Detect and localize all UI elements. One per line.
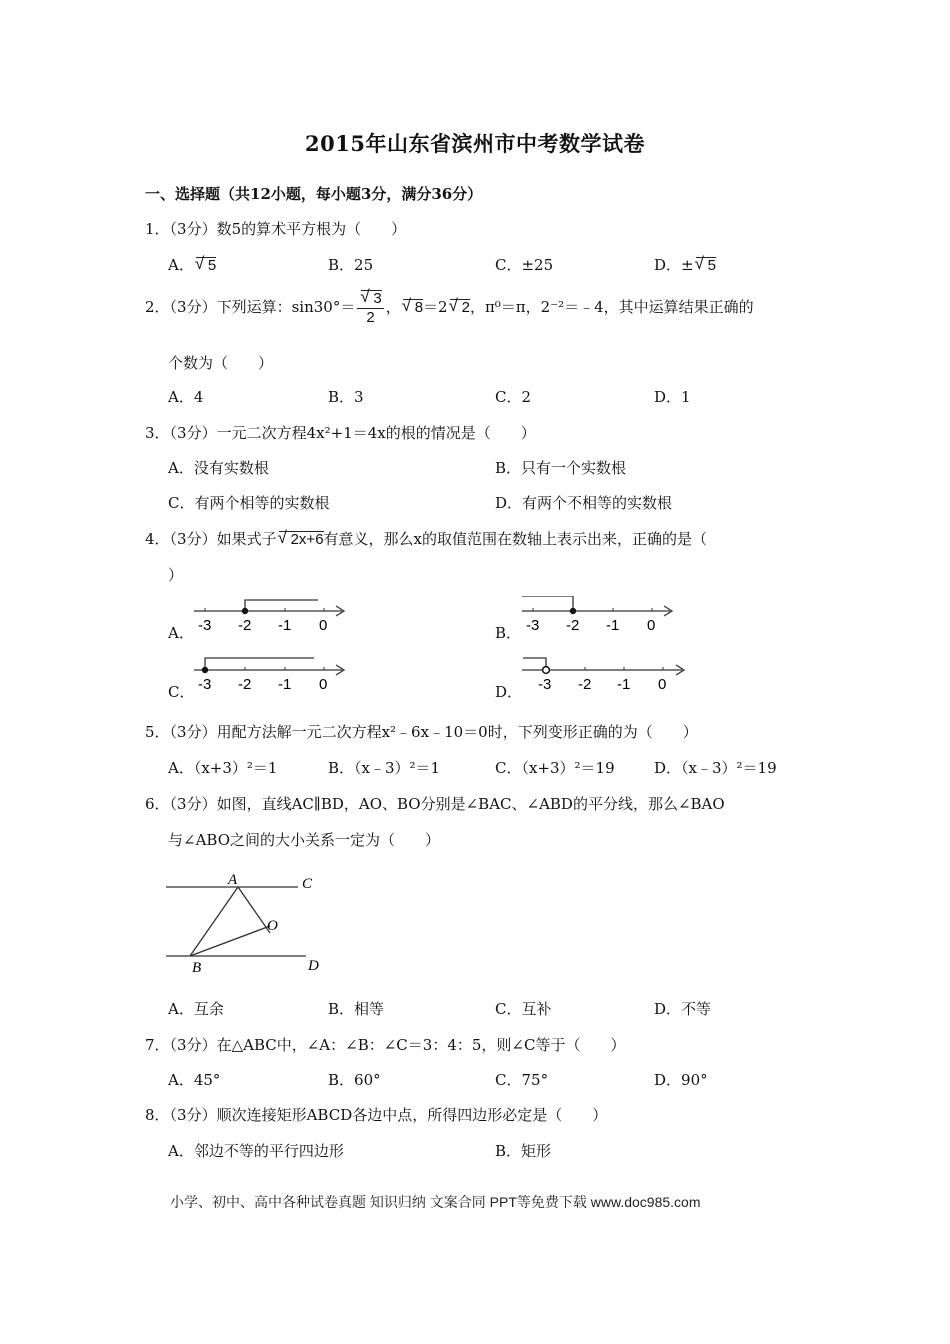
q1-option-d-label: D．± xyxy=(654,256,694,274)
q8-option-a: A．邻边不等的平行四边形 xyxy=(168,1142,344,1160)
q7-option-a: A．45° xyxy=(168,1071,221,1089)
q4b-tick-label: 0 xyxy=(647,617,656,634)
question-5-stem: 5．（3分）用配方法解一元二次方程x²﹣6x﹣10＝0时，下列变形正确的为（ ） xyxy=(145,723,698,741)
q1-option-a xyxy=(168,254,216,275)
q1-option-b: B．25 xyxy=(328,256,374,274)
q1-option-c: C．±25 xyxy=(495,256,554,274)
q7-option-c: C．75° xyxy=(495,1071,549,1089)
q1-option-a-label: A． xyxy=(168,256,194,274)
q4-number-line-c xyxy=(190,655,350,695)
section-heading: 一、选择题（共12小题，每小题3分，满分36分） xyxy=(145,185,483,203)
question-4-line2: ） xyxy=(168,566,184,584)
q4d-tick-label: -2 xyxy=(578,676,592,693)
q4-number-line-b xyxy=(518,596,678,636)
q4-option-b-label: B． xyxy=(495,624,522,642)
q4a-tick-label: -2 xyxy=(238,617,252,634)
q4a-tick-label: -3 xyxy=(198,617,212,634)
question-8-stem: 8．（3分）顺次连接矩形ABCD各边中点，所得四边形必定是（ ） xyxy=(145,1106,608,1124)
q4c-tick-label: -1 xyxy=(278,676,292,693)
q4-radical: √ 2x+6 xyxy=(279,531,324,549)
q8-option-b: B．矩形 xyxy=(495,1142,552,1160)
q2-mid2: ＝2 xyxy=(423,297,448,316)
q3-option-a: A．没有实数根 xyxy=(168,459,269,477)
question-4-stem xyxy=(145,528,707,549)
q5-option-c: C．（x+3）²＝19 xyxy=(495,759,615,777)
q2-option-c: C．2 xyxy=(495,388,532,406)
q5-option-a: A．（x+3）²＝1 xyxy=(168,759,278,777)
question-1-stem: 1．（3分）数5的算术平方根为（ ） xyxy=(145,220,407,238)
q7-option-b: B．60° xyxy=(328,1071,381,1089)
question-6-stem: 6．（3分）如图，直线AC∥BD，AO、BO分别是∠BAC、∠ABD的平分线，那么∠BAO xyxy=(145,795,725,813)
question-6-line2: 与∠ABO之间的大小关系一定为（ ） xyxy=(168,831,441,849)
q2-option-d: D．1 xyxy=(654,388,691,406)
q4-number-line-a xyxy=(190,596,350,636)
q3-option-c: C．有两个相等的实数根 xyxy=(168,494,330,512)
q6-label-c: C xyxy=(302,876,313,892)
question-3-stem: 3．（3分）一元二次方程4x²+1＝4x的根的情况是（ ） xyxy=(145,424,536,442)
footer-text: 小学、初中、高中各种试卷真题 知识归纳 文案合同 PPT等免费下载 www.doc985.com xyxy=(170,1194,701,1210)
q2-option-b: B．3 xyxy=(328,388,364,406)
q3-option-b: B．只有一个实数根 xyxy=(495,459,627,477)
q4-number-line-d xyxy=(518,655,688,695)
q4c-tick-label: -2 xyxy=(238,676,252,693)
question-2-line2: 个数为（ ） xyxy=(168,354,274,372)
q4b-tick-label: -1 xyxy=(606,617,620,634)
q6-label-d: D xyxy=(308,958,319,974)
q1-option-a-radical: √ 5 xyxy=(196,257,216,275)
q4b-tick-label: -3 xyxy=(526,617,540,634)
q2-fraction xyxy=(357,290,383,326)
q4b-tick-label: -2 xyxy=(566,617,580,634)
q5-option-d: D．（x﹣3）²＝19 xyxy=(654,759,777,777)
q4-pre: 4．（3分）如果式子 xyxy=(145,530,277,548)
q4-option-d-label: D． xyxy=(495,683,523,701)
q2-frac-num: √ 3 xyxy=(361,290,381,308)
q2-pre: 2．（3分）下列运算：sin30°＝ xyxy=(145,297,356,316)
q2-option-a: A．4 xyxy=(168,388,204,406)
q4c-tick-label: -3 xyxy=(198,676,212,693)
q4-option-a-label: A． xyxy=(168,624,194,642)
q4a-tick-label: -1 xyxy=(278,617,292,634)
q1-option-d-radical: √ 5 xyxy=(696,257,716,275)
q4-option-c-label: C． xyxy=(168,683,195,701)
question-2-stem xyxy=(145,290,754,326)
q4a-tick-label: 0 xyxy=(319,617,328,634)
q6-option-b: B．相等 xyxy=(328,1000,385,1018)
q2-radical-1: √ 8 xyxy=(403,299,423,317)
q6-geometry-figure xyxy=(160,866,330,981)
page-title: 2015年山东省滨州市中考数学试卷 xyxy=(305,131,645,156)
q2-mid1: ， xyxy=(385,297,401,316)
q2-frac-den: 2 xyxy=(366,308,375,326)
q4-post: 有意义，那么x的取值范围在数轴上表示出来，正确的是（ xyxy=(323,530,708,548)
q4d-tick-label: 0 xyxy=(658,676,667,693)
q6-label-a: A xyxy=(228,872,238,888)
question-7-stem: 7．（3分）在△ABC中，∠A：∠B：∠C＝3：4：5，则∠C等于（ ） xyxy=(145,1036,626,1054)
q2-post: ，π⁰＝π，2⁻²＝﹣4，其中运算结果正确的 xyxy=(469,297,754,316)
q4c-tick-label: 0 xyxy=(319,676,328,693)
q6-option-c: C．互补 xyxy=(495,1000,552,1018)
q4d-tick-label: -1 xyxy=(617,676,631,693)
q2-radical-2: √ 2 xyxy=(450,299,470,317)
q5-option-b: B．（x﹣3）²＝1 xyxy=(328,759,441,777)
q4d-tick-label: -3 xyxy=(538,676,552,693)
q6-label-b: B xyxy=(192,960,202,976)
q1-option-d xyxy=(654,254,716,275)
q7-option-d: D．90° xyxy=(654,1071,708,1089)
q6-label-o: O xyxy=(267,918,278,934)
q3-option-d: D．有两个不相等的实数根 xyxy=(495,494,673,512)
q6-option-a: A．互余 xyxy=(168,1000,224,1018)
q6-option-d: D．不等 xyxy=(654,1000,712,1018)
